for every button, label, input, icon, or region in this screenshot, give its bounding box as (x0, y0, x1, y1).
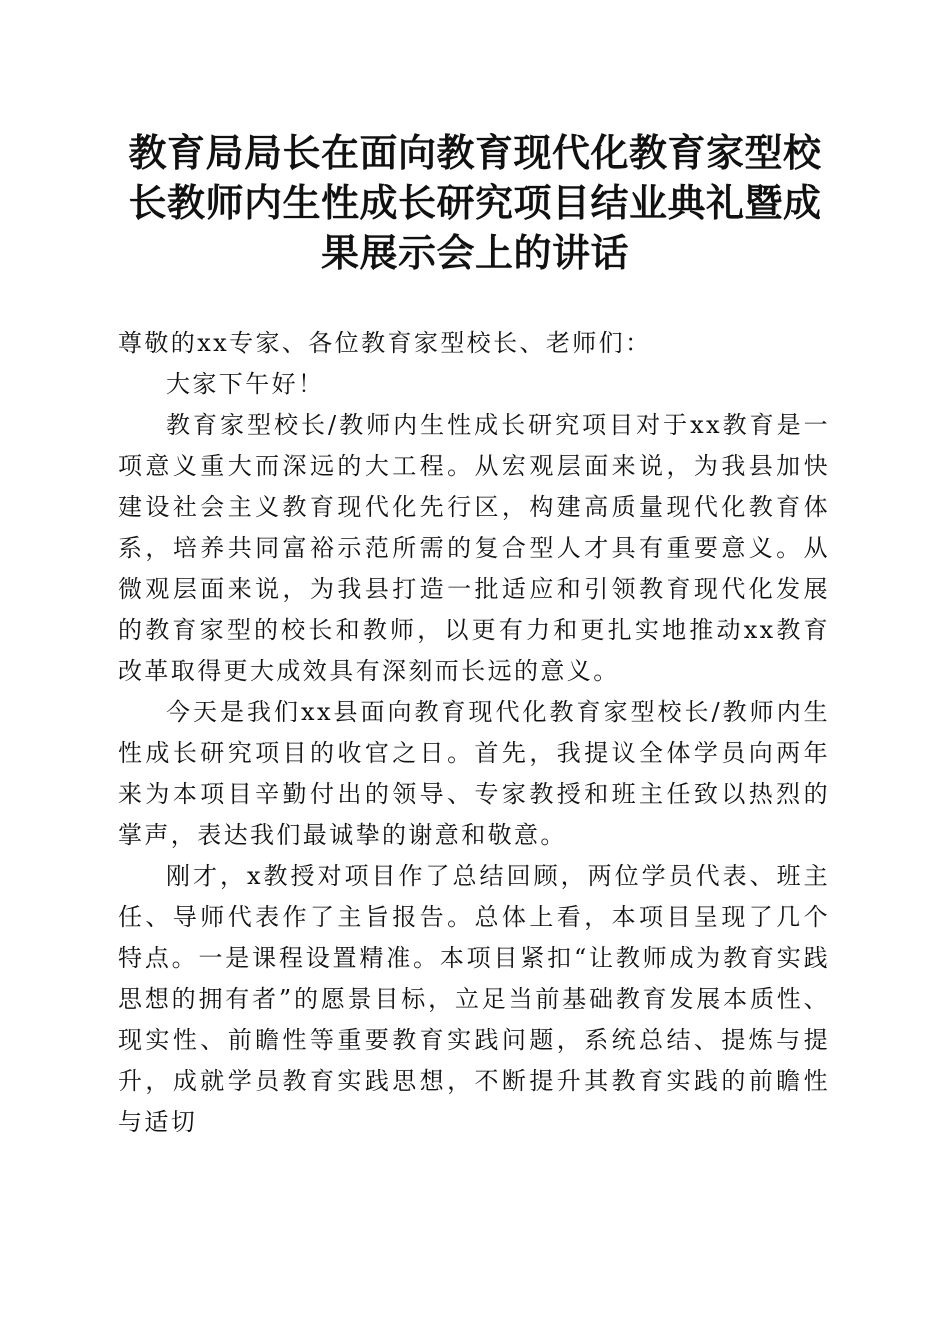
salutation: 尊敬的xx专家、各位教育家型校长、老师们： (118, 329, 652, 357)
paragraph-closing-day: 今天是我们xx县面向教育现代化教育家型校长/教师内生性成长研究项目的收官之日。首先，我提议全体学员向两年来为本项目辛勤付出的领导、专家教授和班主任致以热烈的掌声，表达我们最诚挚的谢意和敬意。 (118, 698, 830, 849)
document-title: 教育局局长在面向教育现代化教育家型校长教师内生性成长研究项目结业典礼暨成果展示会上的讲话 (128, 130, 822, 275)
document-body (118, 323, 830, 1143)
paragraph-project-features: 刚才，x教授对项目作了总结回顾，两位学员代表、班主任、导师代表作了主旨报告。总体上看，本项目呈现了几个特点。一是课程设置精准。本项目紧扣“让教师成为教育实践思想的拥有者”的愿景目标，立足当前基础教育发展本质性、现实性、前瞻性等重要教育实践问题，系统总结、提炼与提升，成就学员教育实践思想，不断提升其教育实践的前瞻性与适切 (118, 862, 830, 1136)
paragraph-greeting: 大家下午好！ (166, 370, 325, 398)
paragraph-project-significance: 教育家型校长/教师内生性成长研究项目对于xx教育是一项意义重大而深远的大工程。从宏观层面来说，为我县加快建设社会主义教育现代化先行区，构建高质量现代化教育体系，培养共同富裕示范所需的复合型人才具有重要意义。从微观层面来说，为我县打造一批适应和引领教育现代化发展的教育家型的校长和教师，以更有力和更扎实地推动xx教育改革取得更大成效具有深刻而长远的意义。 (118, 411, 830, 685)
